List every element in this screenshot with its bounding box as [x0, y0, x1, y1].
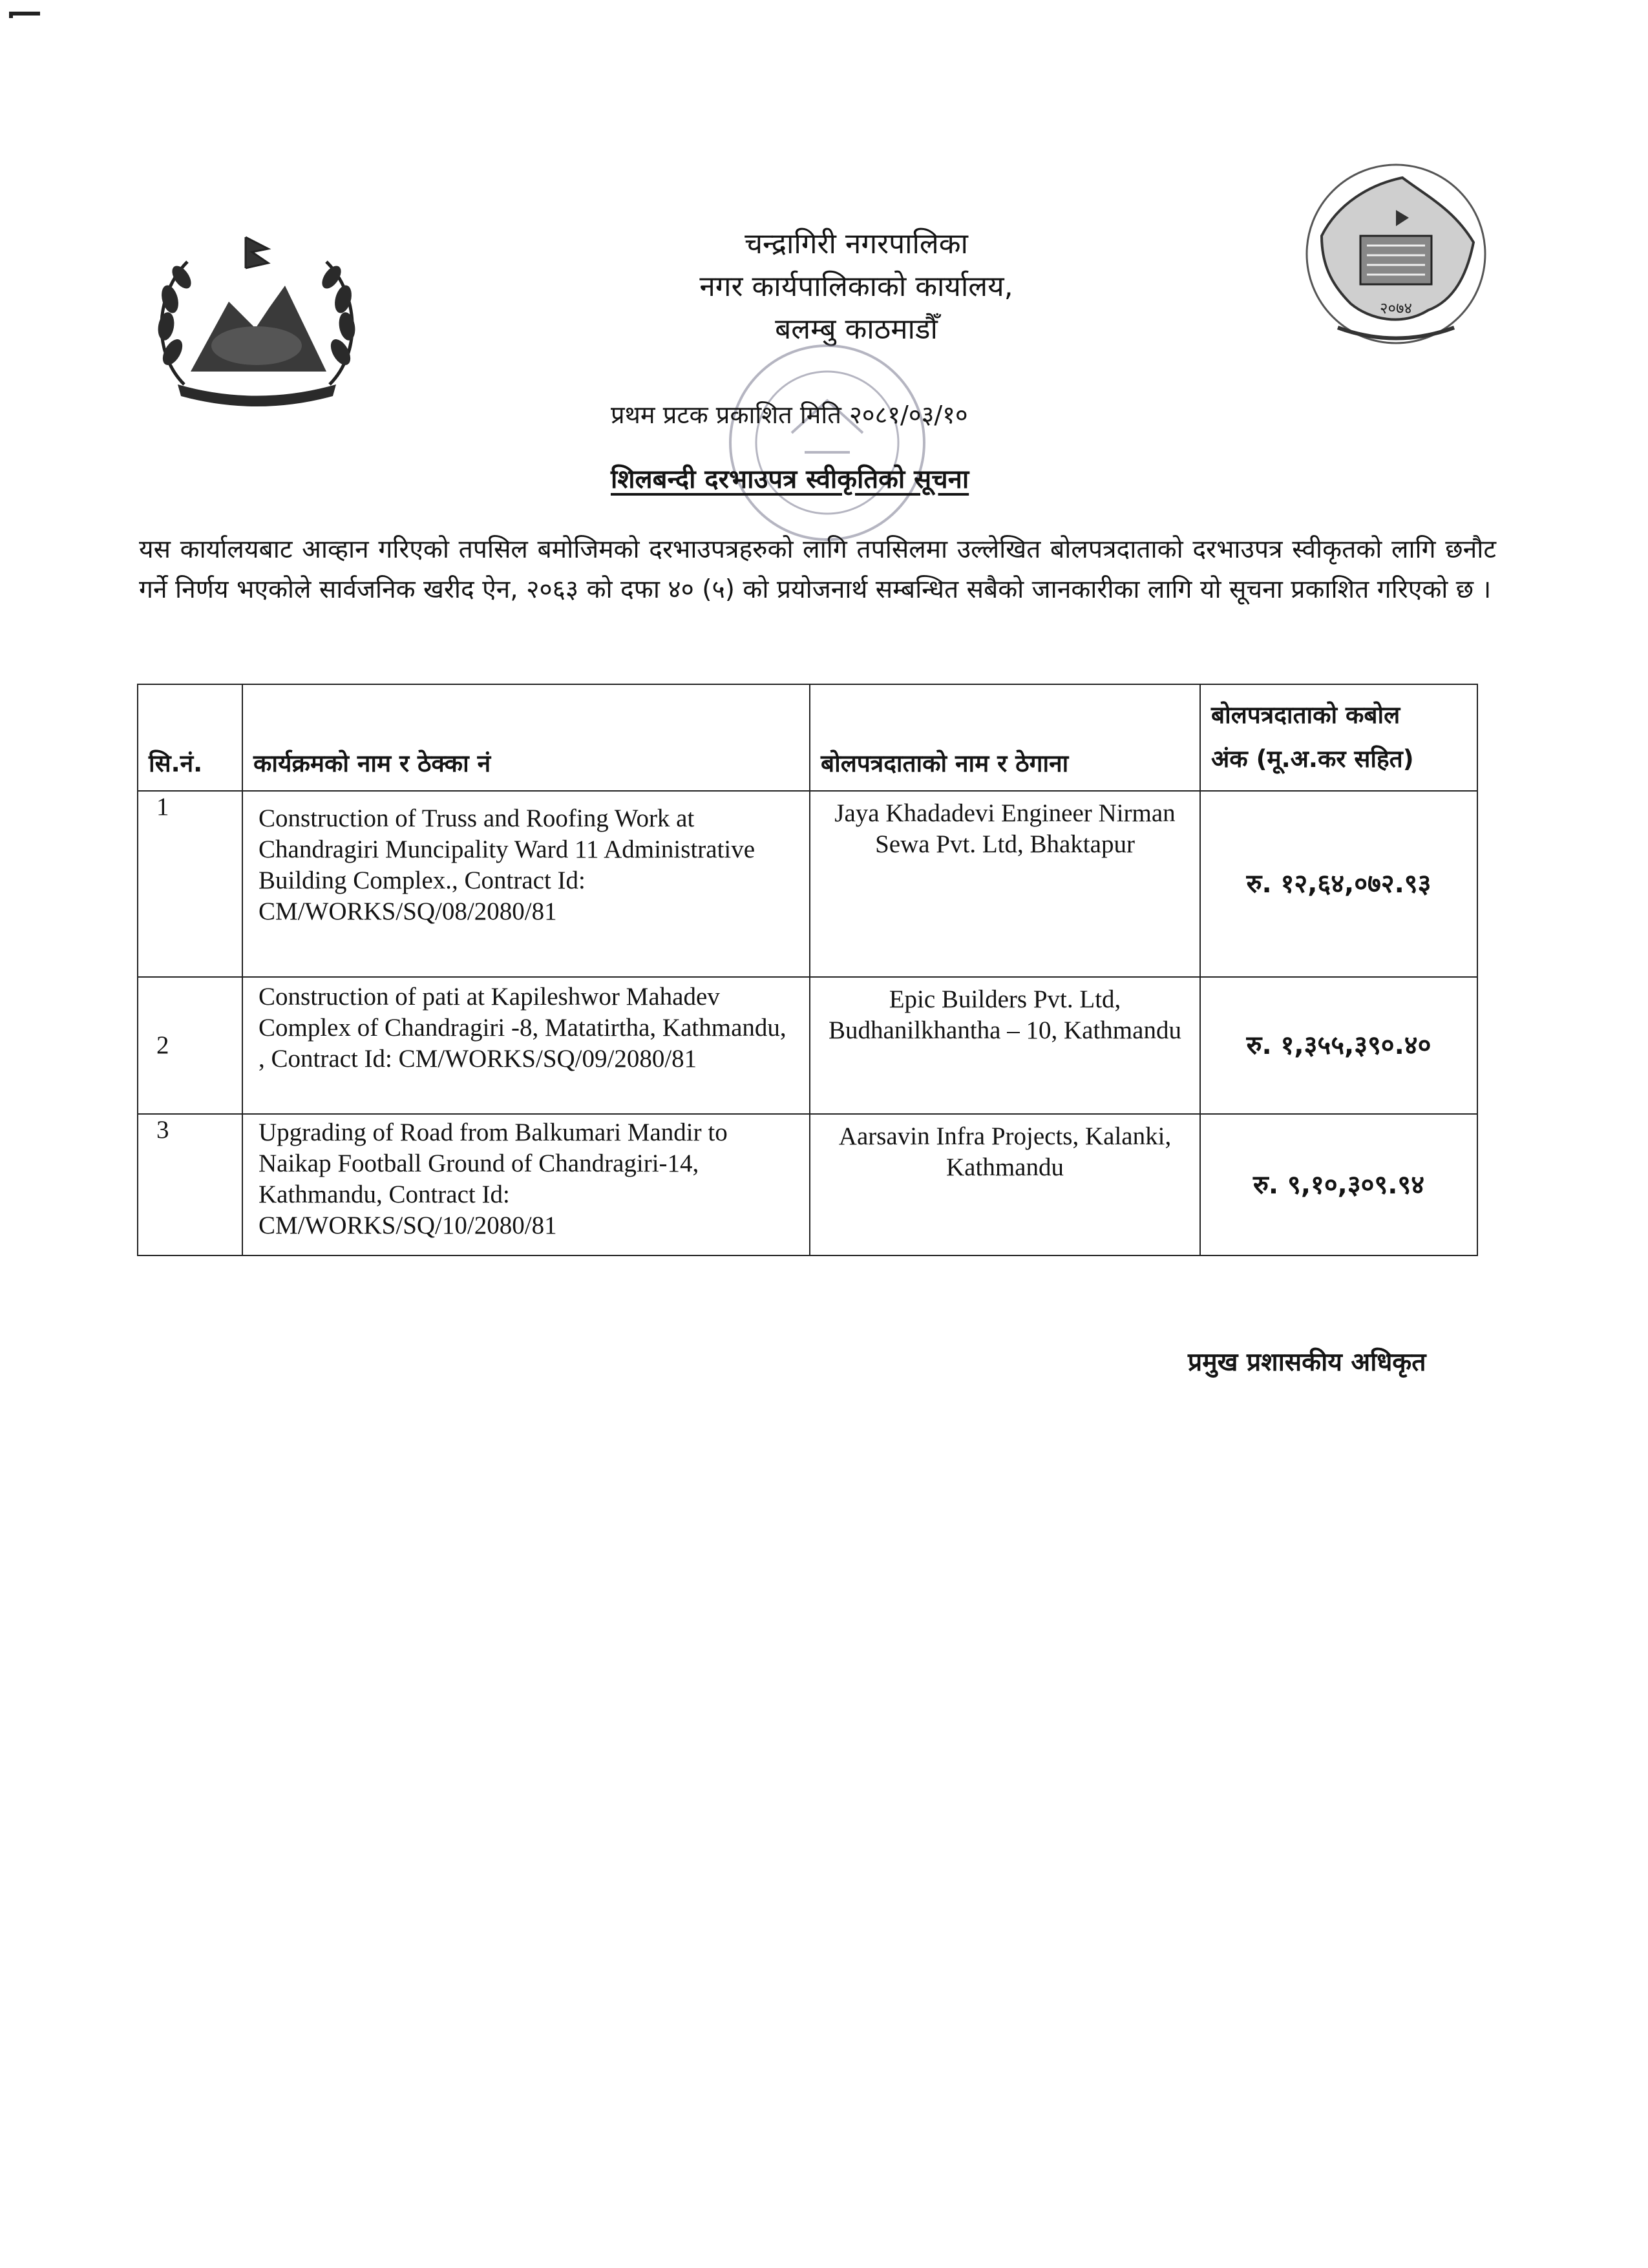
- office-seal-stamp: [721, 336, 934, 549]
- header-program: कार्यक्रमको नाम र ठेक्का नं: [242, 684, 810, 791]
- award-table: [137, 684, 1478, 1256]
- table-row: [138, 1114, 1477, 1255]
- table-header-row: [138, 684, 1477, 791]
- table-row: [138, 791, 1477, 977]
- header-amount: [1200, 684, 1477, 791]
- table-row: [138, 977, 1477, 1114]
- office-name: नगर कार्यपालिकाको कार्यालय,: [699, 270, 1013, 303]
- row-serial-number: 1: [138, 791, 242, 977]
- header-amount-line1: बोलपत्रदाताको कबोल: [1211, 701, 1400, 729]
- row-amount: रु. १२,६४,०७२.९३: [1200, 791, 1477, 977]
- chandragiri-municipality-logo: [1299, 158, 1493, 349]
- row-bidder: Jaya Khadadevi Engineer Nirman Sewa Pvt. Ltd, Bhaktapur: [810, 791, 1200, 977]
- row-amount: रु. ९,१०,३०९.९४: [1200, 1114, 1477, 1255]
- row-serial-number: 2: [138, 977, 242, 1114]
- row-program: Construction of pati at Kapileshwor Mahadev Complex of Chandragiri -8, Matatirtha, Kathmandu, , Contract Id: CM/WORKS/SQ/09/2080/81: [242, 977, 810, 1114]
- signatory-title: प्रमुख प्रशासकीय अधिकृत: [1188, 1348, 1426, 1377]
- row-program: Construction of Truss and Roofing Work at Chandragiri Muncipality Ward 11 Administrative Building Complex., Contract Id: CM/WORKS/SQ/08/2080/81: [242, 791, 810, 977]
- notice-title: शिलबन्दी दरभाउपत्र स्वीकृतिको सूचना: [611, 465, 969, 494]
- row-bidder: Epic Builders Pvt. Ltd, Budhanilkhantha – 10, Kathmandu: [810, 977, 1200, 1114]
- svg-text:२०७४: २०७४: [1380, 299, 1412, 317]
- row-bidder: Aarsavin Infra Projects, Kalanki, Kathmandu: [810, 1114, 1200, 1255]
- header-serial-number: सि.नं.: [138, 684, 242, 791]
- row-serial-number: 3: [138, 1114, 242, 1255]
- row-program: Upgrading of Road from Balkumari Mandir to Naikap Football Ground of Chandragiri-14, Kathmandu, Contract Id: CM/WORKS/SQ/10/2080/81: [242, 1114, 810, 1255]
- publication-date-line: प्रथम प्रटक प्रकाशित मिति २०८१/०३/१०: [611, 401, 968, 429]
- scan-corner-mark: [9, 12, 40, 18]
- municipality-name: चन्द्रागिरी नगरपालिका: [745, 227, 968, 260]
- nepal-government-emblem: [139, 223, 375, 410]
- office-header: [452, 223, 1260, 351]
- notice-body: यस कार्यालयबाट आव्हान गरिएको तपसिल बमोजिमको दरभाउपत्रहरुको लागि तपसिलमा उल्लेखित बोलपत्रदाताको दरभाउपत्र स्वीकृतको लागि छनौट गर्ने निर्णय भएकोले सार्वजनिक खरीद ऐन, २०६३ को दफा ४० (५) को प्रयोजनार्थ सम्बन्धित सबैको जानकारीका लागि यो सूचना प्रकाशित गरिएको छ ।: [139, 535, 1496, 604]
- header-bidder: बोलपत्रदाताको नाम र ठेगाना: [810, 684, 1200, 791]
- office-address: बलम्बु काठमाडौँ: [775, 313, 938, 346]
- header-amount-line2: अंक (मू.अ.कर सहित): [1211, 745, 1414, 773]
- row-amount: रु. १,३५५,३९०.४०: [1200, 977, 1477, 1114]
